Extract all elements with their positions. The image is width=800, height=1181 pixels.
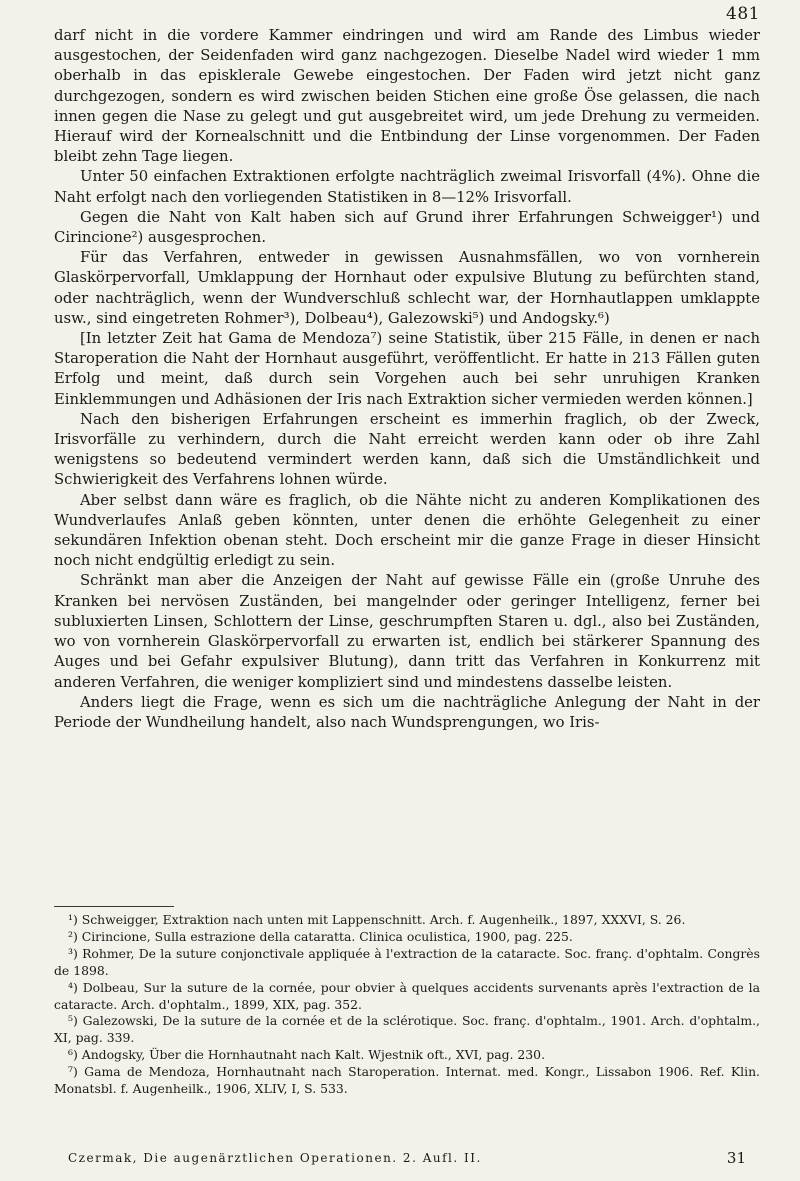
- footnote: ⁵) Galezowski, De la suture de la cornée et de la sclérotique. Soc. franç. d'ophtalm., 1901. Arch. d'ophtalm., XI, pag. 339.: [54, 1013, 760, 1046]
- paragraph: darf nicht in die vordere Kammer eindringen und wird am Rande des Limbus wieder ausgestochen, der Seidenfaden wird ganz nachgezogen. Dieselbe Nadel wird wieder 1 mm oberhalb in das episklerale Gewebe eingestochen. Der Faden wird jetzt nicht ganz durchgezogen, sondern es wird zwischen beiden Stichen eine große Öse gelassen, die nach innen gegen die Nase zu gelegt und gut ausgebreitet wird, um jede Drehung zu vermeiden. Hierauf wird der Kornealschnitt und die Entbindung der Linse vorgenommen. Der Faden bleibt zehn Tage liegen.: [54, 27, 760, 166]
- page-footer: [68, 1151, 746, 1165]
- paragraph: Anders liegt die Frage, wenn es sich um die nachträgliche Anlegung der Naht in der Periode der Wundheilung handelt, also nach Wundsprengungen, wo Iris-: [54, 693, 760, 731]
- footnotes: [54, 912, 760, 1098]
- footnote-divider: [54, 906, 174, 907]
- paragraph: Nach den bisherigen Erfahrungen erscheint es immerhin fraglich, ob der Zweck, Irisvorfälle zu verhindern, durch die Naht erreicht werden kann oder ob ihre Zahl wenigstens so bedeutend vermindert werden kann, daß sich die Umständlichkeit und Schwierigkeit des Verfahrens lohnen würde.: [54, 410, 760, 489]
- footnote: ³) Rohmer, De la suture conjonctivale appliquée à l'extraction de la cataracte. Soc. franç. d'ophtalm. Congrès de 1898.: [54, 945, 760, 978]
- paragraph: [In letzter Zeit hat Gama de Mendoza⁷) seine Statistik, über 215 Fälle, in denen er nach Staroperation die Naht der Hornhaut ausgeführt, veröffentlicht. Er hatte in 213 Fällen guten Erfolg und meint, daß durch sein Vorgehen auch bei sehr unruhigen Kranken Einklemmungen und Adhäsionen der Iris nach Extraktion sicher vermieden werden können.]: [54, 330, 760, 408]
- paragraph: Für das Verfahren, entweder in gewissen Ausnahmsfällen, wo von vornherein Glaskörpervorfall, Umklappung der Hornhaut oder expulsive Blutung zu befürchten stand, oder nachträglich, wenn der Wundverschluß schlecht war, der Hornhautlappen umklappte usw., sind eingetreten Rohmer³), Dolbeau⁴), Galezowski⁵) und Andogsky.⁶): [54, 249, 760, 327]
- footnote: ⁷) Gama de Mendoza, Hornhautnaht nach Staroperation. Internat. med. Kongr., Lissabon 1906. Ref. Klin. Monatsbl. f. Augenheilk., 1906, XLIV, I, S. 533.: [54, 1064, 760, 1097]
- paragraph: Unter 50 einfachen Extraktionen erfolgte nachträglich zweimal Irisvorfall (4%). Ohne die Naht erfolgt nach den vorliegenden Statistiken in 8—12% Irisvorfall.: [54, 168, 760, 206]
- footnote: ⁴) Dolbeau, Sur la suture de la cornée, pour obvier à quelques accidents survenants après l'extraction de la cataracte. Arch. d'ophtalm., 1899, XIX, pag. 352.: [54, 979, 760, 1012]
- page-number: 481: [726, 4, 760, 24]
- paragraph: Schränkt man aber die Anzeigen der Naht auf gewisse Fälle ein (große Unruhe des Kranken bei nervösen Zuständen, bei mangelnder oder geringer Intelligenz, ferner bei subluxierten Linsen, Schlottern der Linse, geschrumpften Staren u. dgl., also bei Zuständen, wo von vornherein Glaskörpervorfall zu erwarten ist, endlich bei stärkerer Spannung des Auges und bei Gefahr expulsiver Blutung), dann tritt das Verfahren in Konkurrenz mit anderen Verfahren, die weniger kompliziert sind und mindestens dasselbe leisten.: [54, 572, 760, 691]
- footnote: ⁶) Andogsky, Über die Hornhautnaht nach Kalt. Wjestnik oft., XVI, pag. 230.: [68, 1047, 546, 1063]
- paragraph: Aber selbst dann wäre es fraglich, ob die Nähte nicht zu anderen Komplikationen des Wundverlaufes Anlaß geben könnten, unter denen die erhöhte Gelegenheit zu einer sekundären Infektion obenan steht. Doch erscheint mir die ganze Frage in dieser Hinsicht noch nicht endgültig erledigt zu sein.: [54, 491, 760, 570]
- footnote: ²) Cirincione, Sulla estrazione della cataratta. Clinica oculistica, 1900, pag. 225.: [68, 928, 573, 944]
- running-title: Czermak, Die augenärztlichen Operationen. 2. Aufl. II.: [68, 1151, 482, 1165]
- signature-mark: 31: [726, 1149, 746, 1167]
- footnote: ¹) Schweigger, Extraktion nach unten mit Lappenschnitt. Arch. f. Augenheilk., 1897, XXXVI, S. 26.: [68, 912, 686, 927]
- main-text: [54, 26, 760, 733]
- paragraph: Gegen die Naht von Kalt haben sich auf Grund ihrer Erfahrungen Schweigger¹) und Cirincione²) ausgesprochen.: [54, 208, 760, 247]
